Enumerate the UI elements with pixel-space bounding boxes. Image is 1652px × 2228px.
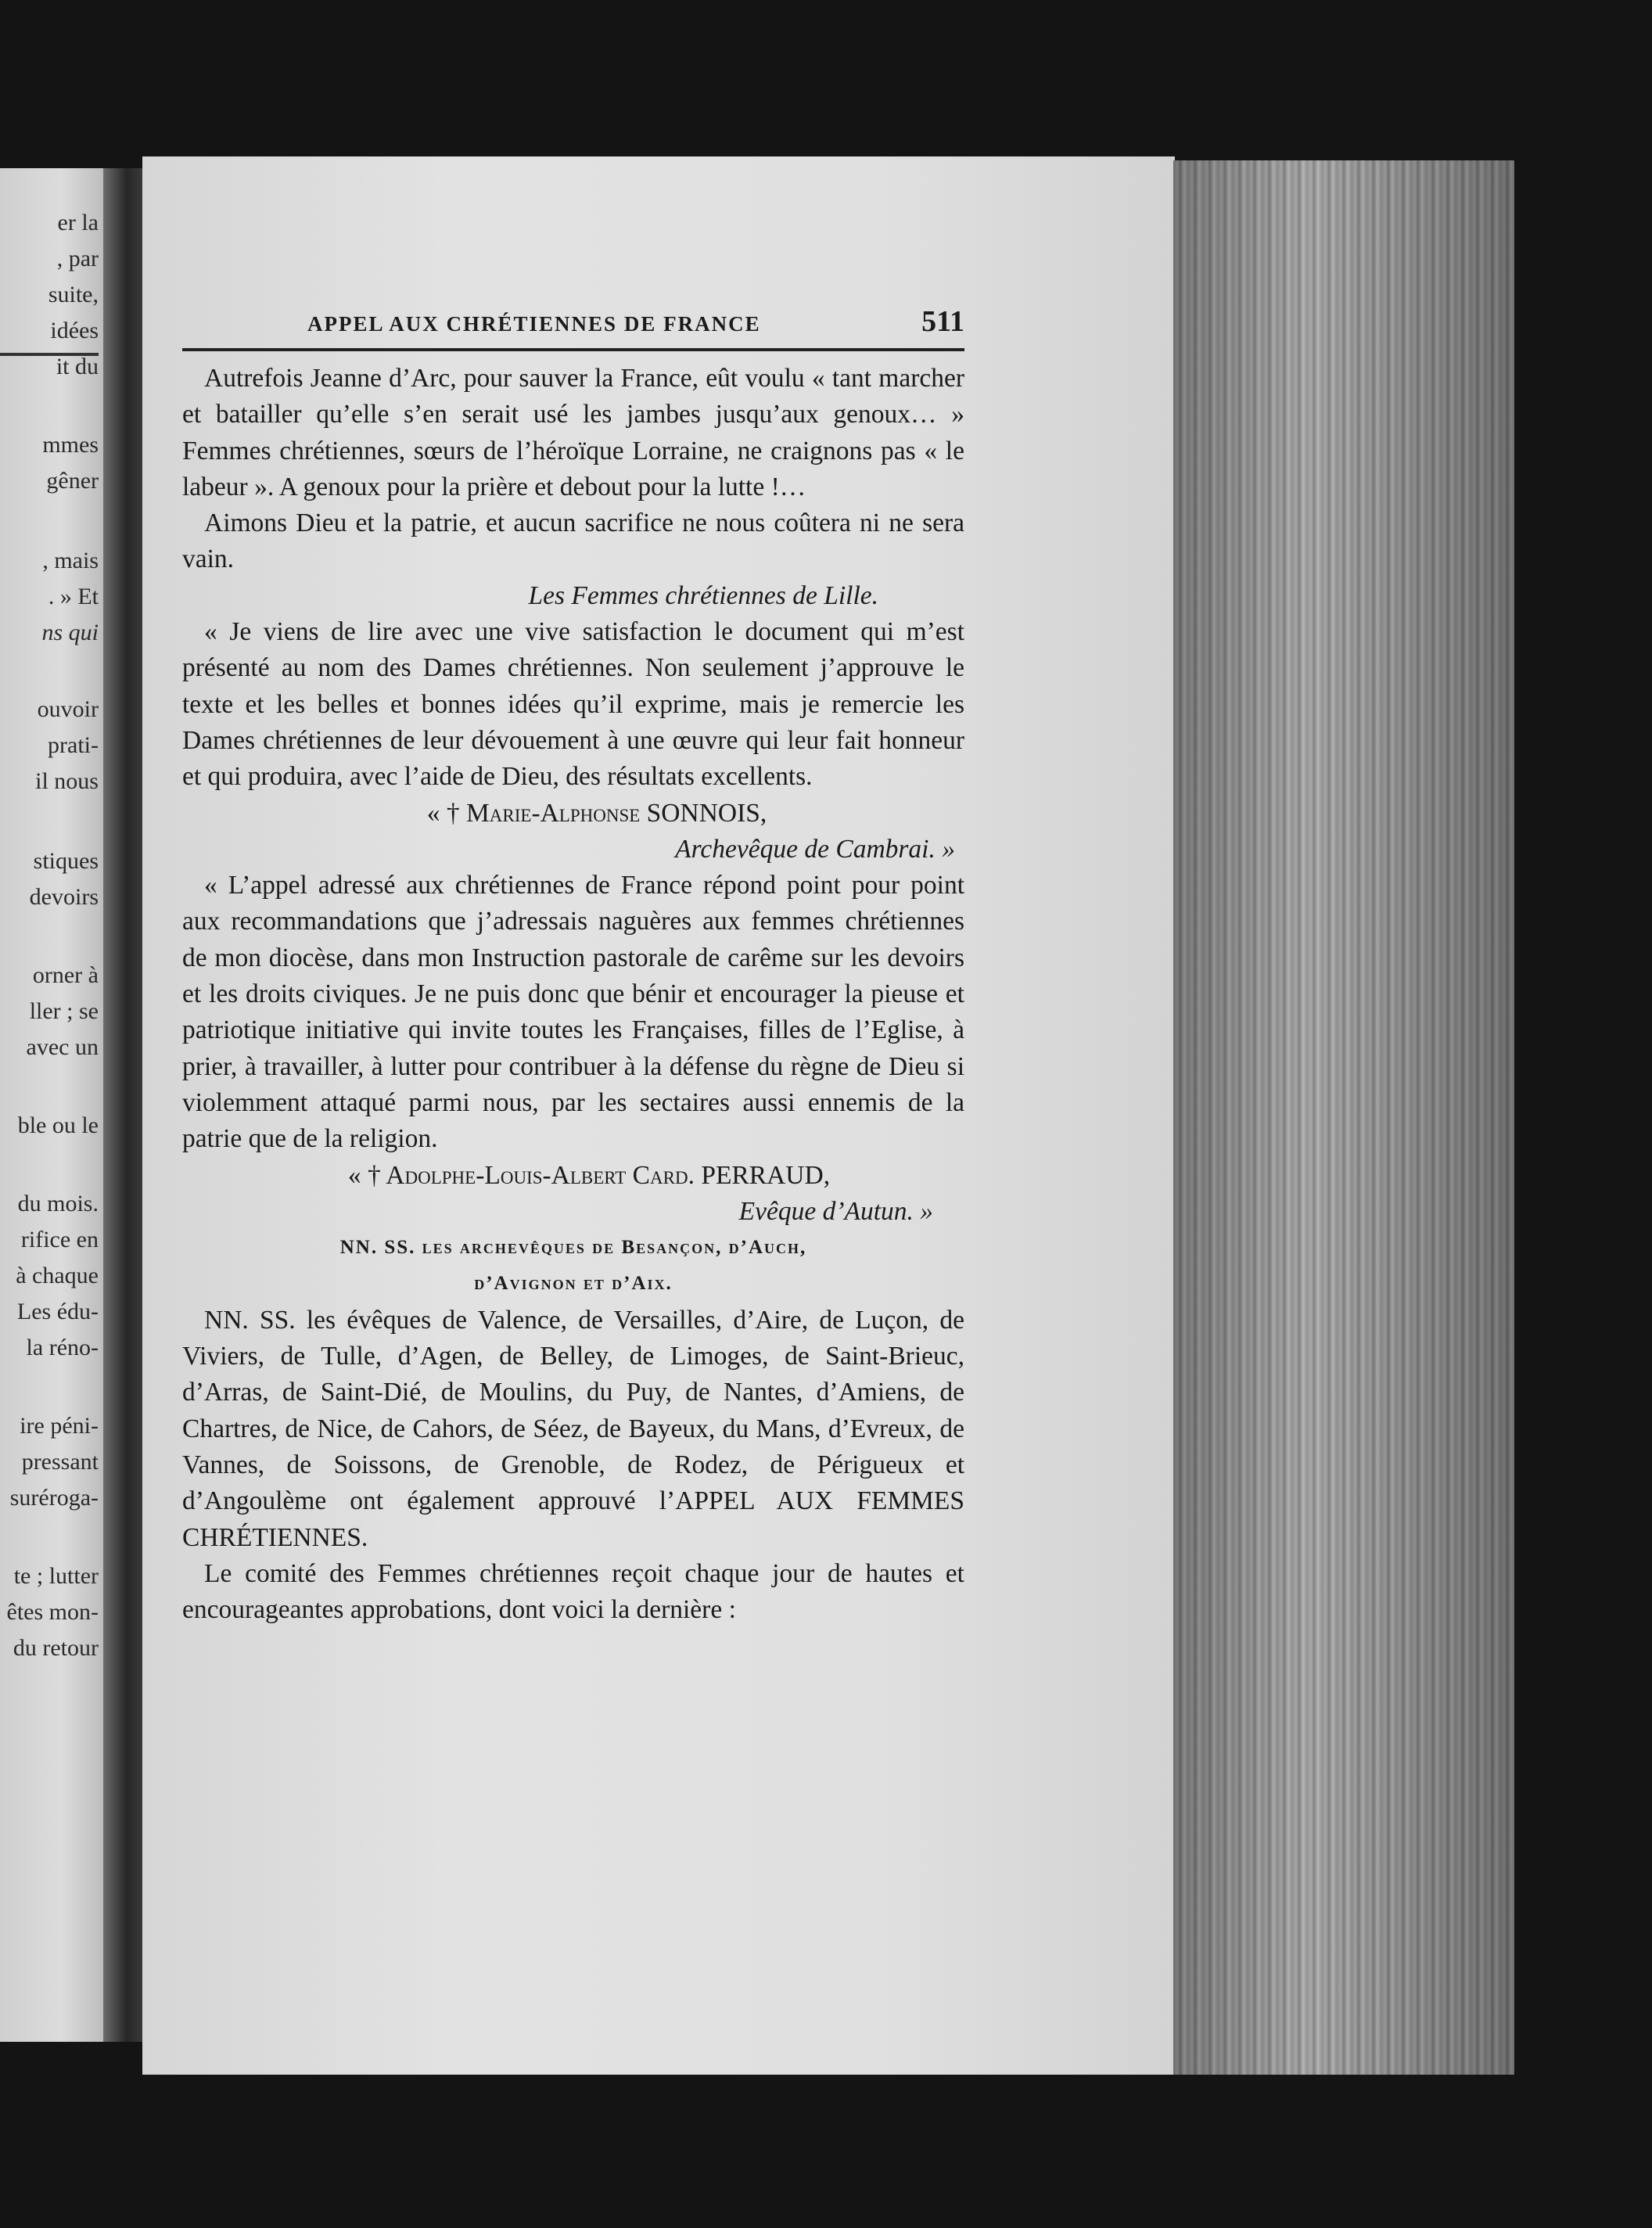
previous-page-line: prati-: [48, 732, 99, 758]
previous-page-line: ble ou le: [17, 1112, 99, 1138]
previous-page-line: suite,: [48, 282, 99, 307]
signature-femmes-lille: Les Femmes chrétiennes de Lille.: [528, 580, 878, 610]
paragraph-bishops-list: NN. SS. les évêques de Valence, de Versailles, d’Aire, de Luçon, de Viviers, de Tulle, d’Agen, de Belley, de Limoges, de Saint-Brieuc, d’Arras, de Saint-Dié, de Moulins, du Puy, de Nantes, d’Amiens, de Chartres, de Nice, de Cahors, de Séez, de Bayeux, du Mans, d’Evreux, de Vannes, de Soissons, de Grenoble, de Rodez, de Périgueux et d’Angoulème ont également approuvé l’APPEL AUX FEMMES CHRÉTIENNES.: [182, 1305, 964, 1552]
signature-perraud-name: « † Adolphe-Louis-Albert Card. PERRAUD,: [347, 1160, 831, 1190]
previous-page-line: . » Et: [48, 584, 99, 609]
previous-page-line: , par: [56, 246, 99, 271]
previous-page-line: mmes: [42, 432, 99, 458]
previous-page-line: la réno-: [26, 1335, 99, 1360]
running-head: [182, 301, 964, 348]
previous-page-line: ire péni-: [20, 1413, 99, 1439]
previous-page-line: Les édu-: [16, 1299, 99, 1324]
paragraph-jeanne-darc: Autrefois Jeanne d’Arc, pour sauver la France, eût voulu « tant marcher et batailler qu’elle s’en serait usé les jambes jusqu’aux genoux… » Femmes chrétiennes, sœurs de l’héroïque Lorraine, ne craignons pas « le labeur ». A genoux pour la prière et debout pour la lutte !…: [182, 364, 964, 501]
previous-page-line: pressant: [21, 1449, 99, 1475]
previous-page-line: à chaque: [16, 1263, 99, 1288]
previous-page-line: er la: [57, 210, 99, 235]
previous-page-line: ller ; se: [29, 998, 99, 1024]
previous-page-line: te ; lutter: [13, 1563, 99, 1589]
paragraph-aimons-dieu: Aimons Dieu et la patrie, et aucun sacrifice ne nous coûtera ni ne sera vain.: [182, 508, 964, 574]
signature-sonnois-name: « † Marie-Alphonse SONNOIS,: [426, 798, 767, 828]
previous-page-line: surérogа-: [9, 1485, 99, 1511]
previous-page-line: êtes mon-: [6, 1599, 99, 1625]
page-text-block: [182, 301, 964, 1628]
running-head-title: APPEL AUX CHRÉTIENNES DE FRANCE: [307, 312, 761, 336]
previous-page-fragment: [0, 168, 103, 2042]
header-rule: [182, 348, 964, 351]
paragraph-perraud-letter: « L’appel adressé aux chrétiennes de France répond point pour point aux recommandations que j’adressais naguères aux femmes chrétiennes de mon diocèse, dans mon Instruction pastorale de carême sur les devoirs et les droits civiques. Je ne puis donc que bénir et encourager la pieuse et patriotique initiative qui invite toutes les Françaises, filles de l’Eglise, à prier, à travailler, à lutter pour contribuer à la défense du règne de Dieu si violemment attaqué parmi nous, par les sectaires aussi ennemis de la patrie que de la religion.: [182, 871, 964, 1154]
previous-page-line: il nous: [35, 768, 99, 794]
previous-page-line: rifice en: [20, 1227, 99, 1252]
book-gutter: [103, 168, 142, 2042]
previous-page-line: , mais: [42, 548, 99, 573]
signature-sonnois-title: Archevêque de Cambrai. »: [675, 834, 955, 864]
paragraph-comite: Le comité des Femmes chrétiennes reçoit chaque jour de hautes et encourageantes approbations, dont voici la dernière :: [182, 1558, 964, 1625]
previous-page-line: devoirs: [29, 884, 99, 910]
section-title-archbishops-line2: d’Avignon et d’Aix.: [474, 1273, 673, 1295]
page-edges: [1173, 160, 1514, 2075]
previous-page-line: it du: [56, 354, 99, 379]
previous-page-line: du retour: [13, 1635, 99, 1661]
previous-page-line: stiques: [33, 848, 99, 874]
section-title-archbishops-line1: NN. SS. les archevêques de Besançon, d’Auch,: [339, 1237, 807, 1259]
previous-page-line: avec un: [26, 1034, 99, 1060]
paragraph-sonnois-letter: « Je viens de lire avec une vive satisfaction le document qui m’est présenté au nom des Dames chrétiennes. Non seulement j’approuve le texte et les belles et bonnes idées qu’il exprime, mais je remercie les Dames chrétiennes de leur dévouement à une œuvre qui leur fait honneur et qui produira, avec l’aide de Dieu, des résultats excellents.: [182, 617, 964, 792]
previous-page-line: orner à: [32, 962, 99, 988]
previous-page-line: du mois.: [17, 1191, 99, 1216]
previous-page-line: idées: [50, 318, 99, 343]
previous-page-line: ns qui: [41, 620, 99, 645]
previous-page-line: ouvoir: [37, 696, 99, 722]
page-number: 511: [921, 305, 964, 338]
previous-page-line: gêner: [46, 468, 99, 494]
signature-perraud-title: Evêque d’Autun. »: [738, 1196, 933, 1226]
